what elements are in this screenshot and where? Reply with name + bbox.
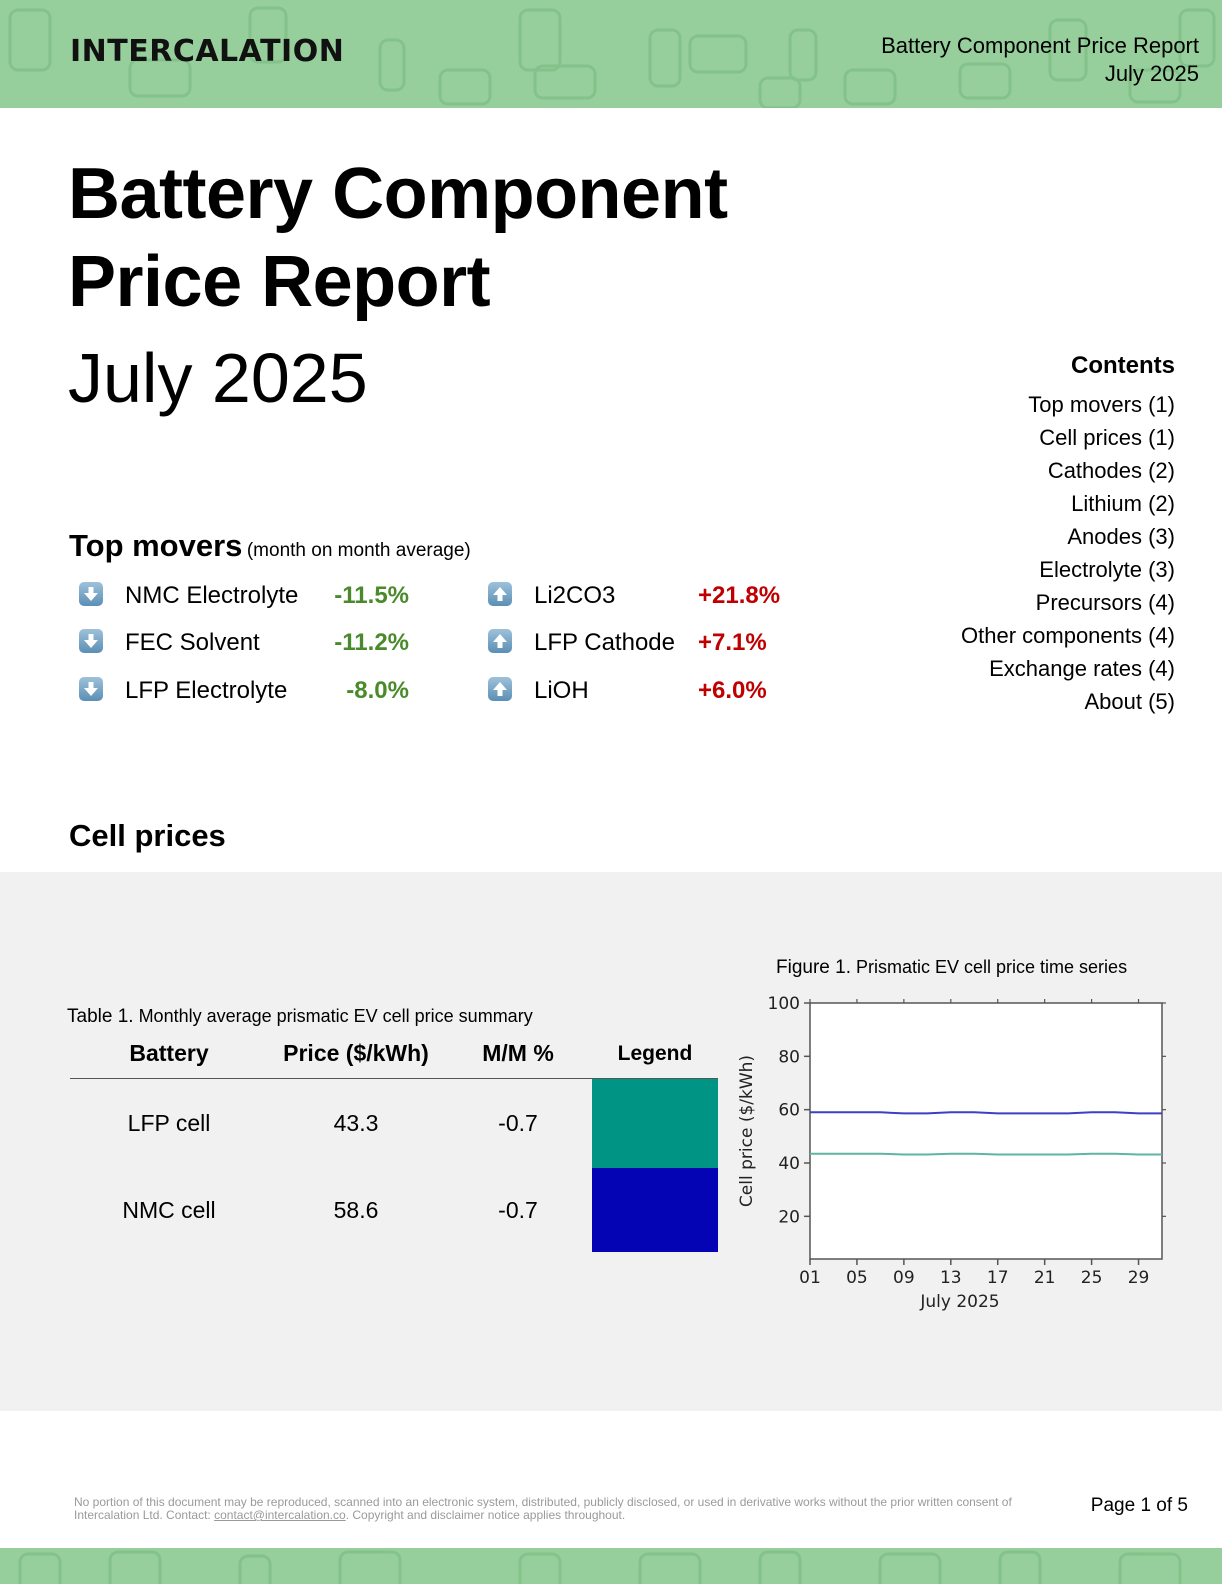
legend-swatch-lfp	[592, 1078, 718, 1168]
up-arrow-icon	[488, 677, 512, 701]
price-cell: 43.3	[333, 1109, 379, 1136]
figure-caption-text: Prismatic EV cell price time series	[856, 957, 1128, 977]
contents-item[interactable]: Top movers (1)	[1028, 392, 1175, 417]
up-arrow-icon	[488, 582, 512, 606]
column-header: Legend	[592, 1030, 718, 1078]
x-tick-label: 09	[893, 1268, 915, 1288]
cell-prices-heading: Cell prices	[69, 818, 226, 853]
page-title-line1: Battery Component	[68, 154, 728, 234]
contents-heading: Contents	[1071, 352, 1175, 379]
mover-row	[79, 677, 419, 707]
lfp-series-line	[810, 1154, 1162, 1155]
x-tick-label: 01	[799, 1268, 821, 1288]
contact-email-link[interactable]: contact@intercalation.co	[214, 1508, 346, 1522]
page-title-line2: Price Report	[68, 242, 491, 322]
mover-name: Li2CO3	[534, 582, 616, 609]
table-row	[70, 1078, 718, 1168]
x-tick-label: 13	[939, 1268, 962, 1288]
figure-caption	[776, 957, 1127, 979]
footer-note-suffix: . Copyright and disclaimer notice applies throughout.	[345, 1508, 626, 1522]
header-report-name: Battery Component Price Report	[881, 33, 1199, 58]
footer-note-prefix: No portion of this document may be reproduced, scanned into an electronic system, distributed, publicly disclosed, or used in derivative works without the prior written consent of Intercalation Ltd. Contact:	[74, 1495, 1012, 1522]
mover-row	[79, 582, 419, 612]
header-report-info	[881, 32, 1199, 88]
column-header: Price ($/kWh)	[268, 1030, 444, 1078]
x-tick-label: 29	[1127, 1268, 1150, 1288]
table-caption	[67, 1006, 533, 1028]
mover-row	[79, 629, 419, 659]
header-band	[0, 0, 1222, 108]
cell-price-chart	[734, 985, 1174, 1315]
x-tick-label: 25	[1080, 1268, 1103, 1288]
y-tick-label: 60	[778, 1100, 800, 1121]
contents-item[interactable]: Cathodes (2)	[1047, 458, 1175, 483]
mover-change: -8.0%	[346, 677, 409, 704]
y-tick-label: 100	[767, 994, 800, 1014]
mm-cell: -0.7	[498, 1196, 538, 1223]
mover-row	[488, 677, 828, 707]
contents-item[interactable]: Anodes (3)	[1067, 524, 1175, 549]
mover-name: LFP Electrolyte	[125, 677, 288, 704]
y-tick-label: 40	[778, 1154, 800, 1174]
nmc-series-line	[810, 1112, 1162, 1113]
x-tick-label: 17	[986, 1268, 1009, 1288]
footer-disclaimer	[74, 1496, 1034, 1522]
battery-pattern-icon	[0, 1548, 1222, 1584]
figure-caption-label: Figure 1.	[776, 957, 851, 978]
down-arrow-icon	[79, 582, 103, 606]
mover-name: LiOH	[534, 677, 589, 704]
footer-band	[0, 1548, 1222, 1584]
page-date: July 2025	[68, 339, 368, 417]
battery-cell: LFP cell	[127, 1109, 211, 1136]
contents-item[interactable]: Exchange rates (4)	[989, 656, 1175, 681]
x-axis-label: July 2025	[920, 1292, 1000, 1312]
top-movers-heading	[69, 528, 471, 564]
contents-item[interactable]: Lithium (2)	[1071, 491, 1175, 516]
x-tick-label: 21	[1033, 1268, 1056, 1288]
page-number: Page 1 of 5	[1090, 1495, 1188, 1516]
table-caption-label: Table 1.	[67, 1006, 134, 1027]
y-axis-label: Cell price ($/kWh)	[737, 1054, 757, 1208]
y-tick-label: 20	[778, 1207, 800, 1228]
header-date: July 2025	[1104, 61, 1199, 86]
mover-change: -11.5%	[334, 582, 409, 609]
down-arrow-icon	[79, 629, 103, 653]
x-tick-label: 05	[846, 1268, 868, 1288]
mover-change: +6.0%	[698, 677, 767, 704]
legend-swatch-nmc	[592, 1168, 718, 1252]
top-movers-subtitle: (month on month average)	[246, 540, 471, 561]
mm-cell: -0.7	[498, 1109, 538, 1136]
mover-row	[488, 629, 828, 659]
contents-item[interactable]: Precursors (4)	[1035, 590, 1175, 615]
plot-area	[810, 1003, 1162, 1259]
contents-item[interactable]: Electrolyte (3)	[1039, 557, 1175, 582]
contents-item[interactable]: Cell prices (1)	[1039, 425, 1175, 450]
mover-name: NMC Electrolyte	[125, 582, 299, 609]
logo: INTERCALATION	[70, 34, 345, 69]
battery-cell: NMC cell	[122, 1196, 216, 1223]
table-of-contents	[961, 352, 1175, 718]
cell-price-table	[70, 1030, 718, 1252]
y-tick-label: 80	[778, 1047, 800, 1068]
mover-name: LFP Cathode	[534, 629, 675, 656]
column-header: Battery	[70, 1030, 268, 1078]
mover-row	[488, 582, 828, 612]
down-arrow-icon	[79, 677, 103, 701]
contents-item[interactable]: Other components (4)	[961, 623, 1175, 648]
mover-change: +21.8%	[698, 582, 781, 609]
column-header: M/M %	[444, 1030, 592, 1078]
mover-change: -11.2%	[334, 629, 409, 656]
table-caption-text: Monthly average prismatic EV cell price summary	[138, 1006, 533, 1026]
table-row	[70, 1168, 718, 1252]
price-cell: 58.6	[333, 1196, 379, 1223]
contents-item[interactable]: About (5)	[1084, 689, 1175, 714]
mover-name: FEC Solvent	[125, 629, 260, 656]
page-title	[68, 150, 728, 326]
mover-change: +7.1%	[698, 629, 767, 656]
up-arrow-icon	[488, 629, 512, 653]
top-movers-title: Top movers	[69, 528, 243, 563]
